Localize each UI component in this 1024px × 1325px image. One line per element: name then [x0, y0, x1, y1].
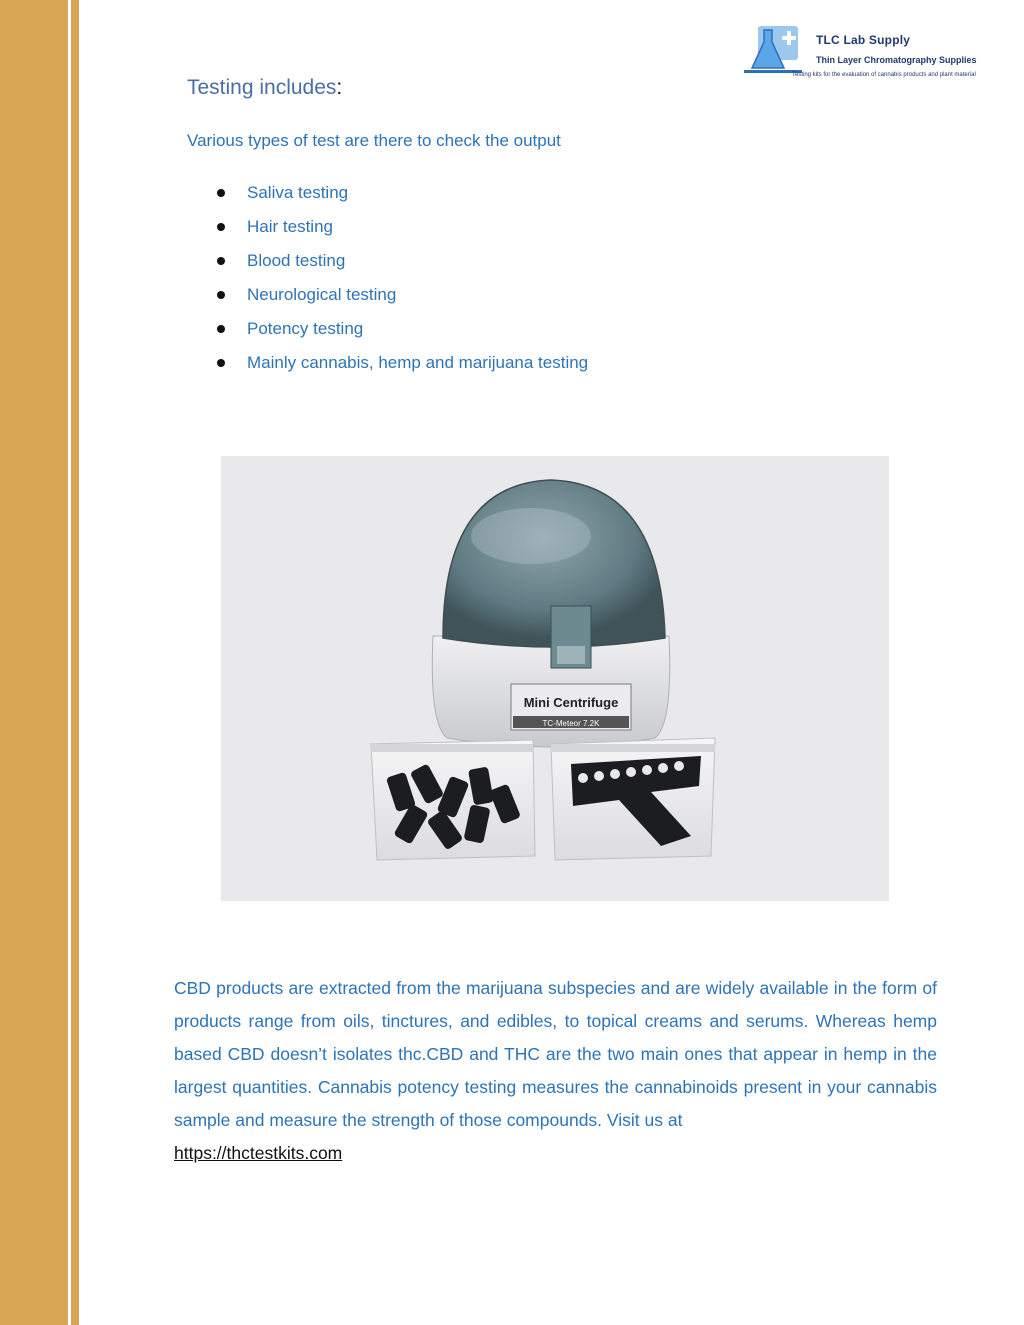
heading-text: Testing includes	[187, 76, 337, 99]
bullet-icon	[217, 257, 225, 265]
device-label-main: Mini Centrifuge	[523, 695, 619, 710]
website-link[interactable]: https://thctestkits.com	[174, 1143, 343, 1163]
flask-logo-icon	[744, 24, 802, 74]
bullet-icon	[217, 223, 225, 231]
centrifuge-illustration	[221, 456, 889, 901]
list-item	[215, 316, 588, 350]
paragraph-text: CBD products are extracted from the marijuana subspecies and are widely available in the form of products range from oils, tinctures, and edibles, to topical creams and serums. Whereas hemp based CBD doesn’t isolates thc.CBD and THC are the two main ones that appear in hemp in the largest quantities. Cannabis potency testing measures the cannabinoids present in your cannabis sample and measure the strength of those compounds. Visit us at	[174, 978, 937, 1130]
intro-text: Various types of test are there to check the output	[187, 131, 561, 150]
list-item	[215, 282, 588, 316]
left-decorative-stripe	[71, 0, 79, 1325]
logo-subtitle: Thin Layer Chromatography Supplies	[816, 55, 977, 65]
company-logo	[744, 24, 984, 84]
list-item	[215, 350, 588, 384]
bullet-icon	[217, 359, 225, 367]
list-item-label: Potency testing	[247, 319, 364, 338]
list-item-label: Mainly cannabis, hemp and marijuana testing	[247, 353, 589, 372]
list-item	[215, 214, 588, 248]
bullet-icon	[217, 189, 225, 197]
device-label-model: TC-Meteor 7.2K	[542, 719, 600, 728]
logo-title: TLC Lab Supply	[816, 33, 911, 47]
list-item-label: Neurological testing	[247, 285, 397, 304]
left-decorative-band	[0, 0, 68, 1325]
testing-list	[215, 180, 588, 384]
bullet-icon	[217, 291, 225, 299]
list-item-label: Saliva testing	[247, 183, 349, 202]
list-item-label: Blood testing	[247, 251, 346, 270]
list-item	[215, 248, 588, 282]
heading-colon: :	[336, 76, 343, 99]
centrifuge-photo	[221, 456, 889, 901]
logo-tagline: Testing kits for the evaluation of cannabis products and plant material	[792, 72, 976, 78]
section-heading	[187, 76, 342, 100]
list-item	[215, 180, 588, 214]
list-item-label: Hair testing	[247, 217, 333, 236]
bullet-icon	[217, 325, 225, 333]
description-paragraph	[174, 972, 937, 1170]
